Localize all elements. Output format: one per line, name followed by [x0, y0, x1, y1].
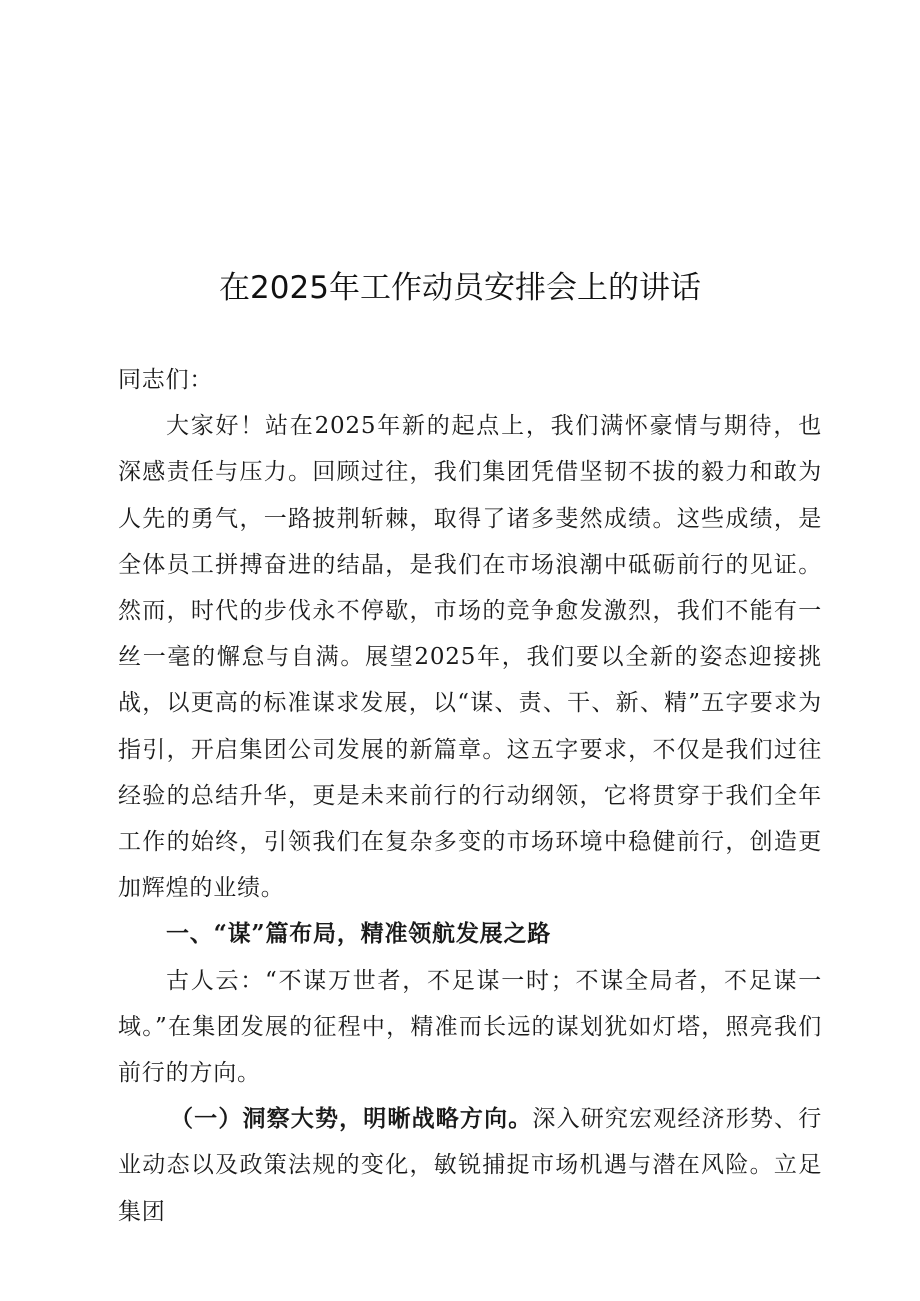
subsection-1-text: 深入研究宏观经济形势、行业动态以及政策法规的变化，敏锐捕捉市场机遇与潜在风险。立足集团 [118, 1106, 822, 1225]
section-1-heading: 一、“谋”篇布局，精准领航发展之路 [166, 920, 552, 948]
section-1-paragraph: 古人云：“不谋万世者，不足谋一时；不谋全局者，不足谋一域。”在集团发展的征程中，精准而长远的谋划犹如灯塔，照亮我们前行的方向。 [118, 967, 822, 1087]
intro-paragraph: 大家好！站在2025年新的起点上，我们满怀豪情与期待，也深感责任与压力。回顾过往，我们集团凭借坚韧不拔的毅力和敢为人先的勇气，一路披荆斩棘，取得了诸多斐然成绩。这些成绩，是全体员工拼搏奋进的结晶，是我们在市场浪潮中砥砺前行的见证。然而，时代的步伐永不停歇，市场的竞争愈发激烈，我们不能有一丝一毫的懈怠与自满。展望2025年，我们要以全新的姿态迎接挑战，以更高的标准谋求发展，以“谋、责、干、新、精”五字要求为指引，开启集团公司发展的新篇章。这五字要求，不仅是我们过往经验的总结升华，更是未来前行的行动纲领，它将贯穿于我们全年工作的始终，引领我们在复杂多变的市场环境中稳健前行，创造更加辉煌的业绩。 [118, 413, 822, 902]
subsection-1-paragraph [118, 1096, 822, 1235]
document-body [118, 357, 822, 1235]
document-title: 在2025年工作动员安排会上的讲话 [219, 270, 701, 306]
subsection-1-heading: （一）洞察大势，明晰战略方向。 [170, 1105, 533, 1133]
salutation: 同志们： [118, 367, 214, 393]
